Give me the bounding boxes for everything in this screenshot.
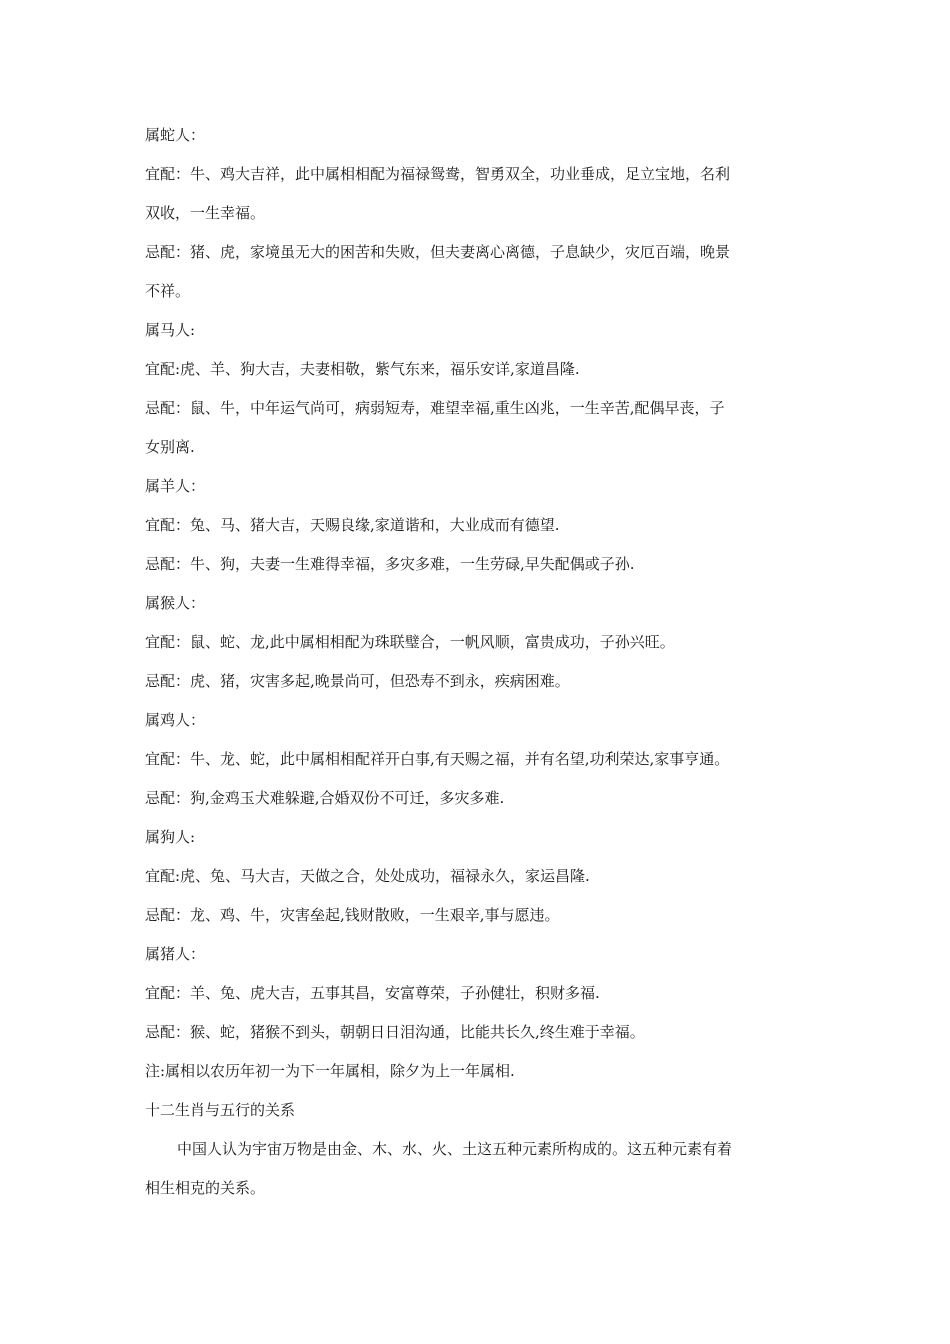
bad-match-pig: 忌配：猴、蛇，猪猴不到头，朝朝日日泪沟通，比能共长久,终生难于幸福。	[145, 1023, 645, 1041]
text-line: 忌配：鼠、牛，中年运气尚可，病弱短寿，难望幸福,重生凶兆，一生辛苦,配偶早丧，子	[145, 399, 725, 417]
good-match-rooster: 宜配：牛、龙、蛇，此中属相相配祥开白事,有天赐之福，并有名望,功利荣达,家事亨通。	[145, 750, 730, 768]
section-heading-dog: 属狗人:	[145, 828, 196, 846]
section-heading-goat: 属羊人：	[145, 477, 206, 495]
good-match-horse: 宜配:虎、羊、狗大吉，夫妻相敬，紫气东来，福乐安详,家道昌隆.	[145, 360, 580, 378]
text-line: 女别离.	[145, 438, 195, 456]
text-line: 忌配：猪、虎，家境虽无大的困苦和失败，但夫妻离心离德，子息缺少，灾厄百端，晚景	[145, 243, 731, 261]
section-heading-snake: 属蛇人：	[145, 126, 206, 144]
section-heading-monkey: 属猴人：	[145, 594, 206, 612]
section-subtitle: 十二生肖与五行的关系	[145, 1101, 296, 1119]
text-line: 宜配：牛、鸡大吉祥，此中属相相配为福禄鸳鸯，智勇双全，功业垂成，足立宝地，名利	[145, 165, 731, 183]
section-heading-pig: 属猪人：	[145, 945, 206, 963]
text-line: 不祥。	[145, 282, 191, 300]
document-page	[145, 123, 805, 1215]
section-heading-rooster: 属鸡人：	[145, 711, 206, 729]
text-line: 相生相克的关系。	[145, 1179, 266, 1197]
bad-match-dog: 忌配：龙、鸡、牛，灾害垒起,钱财散败，一生艰辛,事与愿违。	[145, 906, 560, 924]
intro-paragraph	[145, 1137, 805, 1200]
note-line: 注:属相以农历年初一为下一年属相，除夕为上一年属相.	[145, 1062, 515, 1080]
good-match-pig: 宜配：羊、兔、虎大吉，五事其昌，安富尊荣，子孙健壮，积财多福.	[145, 984, 600, 1002]
bad-match-snake	[145, 240, 805, 303]
bad-match-monkey: 忌配：虎、猪，灾害多起,晚景尚可，但恐寿不到永，疾病困难。	[145, 672, 570, 690]
bad-match-rooster: 忌配：狗,金鸡玉犬难躲避,合婚双份不可迁，多灾多难.	[145, 789, 505, 807]
text-line: 双收，一生幸福。	[145, 204, 266, 222]
bad-match-horse	[145, 396, 805, 459]
section-heading-horse: 属马人:	[145, 321, 196, 339]
good-match-monkey: 宜配：鼠、蛇、龙,此中属相相配为珠联璧合，一帆风顺，富贵成功，子孙兴旺。	[145, 633, 675, 651]
bad-match-goat: 忌配：牛、狗，夫妻一生难得幸福，多灾多难，一生劳碌,早失配偶或子孙.	[145, 555, 635, 573]
good-match-dog: 宜配:虎、兔、马大吉，天做之合，处处成功，福禄永久，家运昌隆.	[145, 867, 590, 885]
good-match-goat: 宜配：兔、马、猪大吉，天赐良缘,家道谐和，大业成而有德望.	[145, 516, 560, 534]
good-match-snake	[145, 162, 805, 225]
text-line: 中国人认为宇宙万物是由金、木、水、火、土这五种元素所构成的。这五种元素有着	[177, 1140, 733, 1158]
